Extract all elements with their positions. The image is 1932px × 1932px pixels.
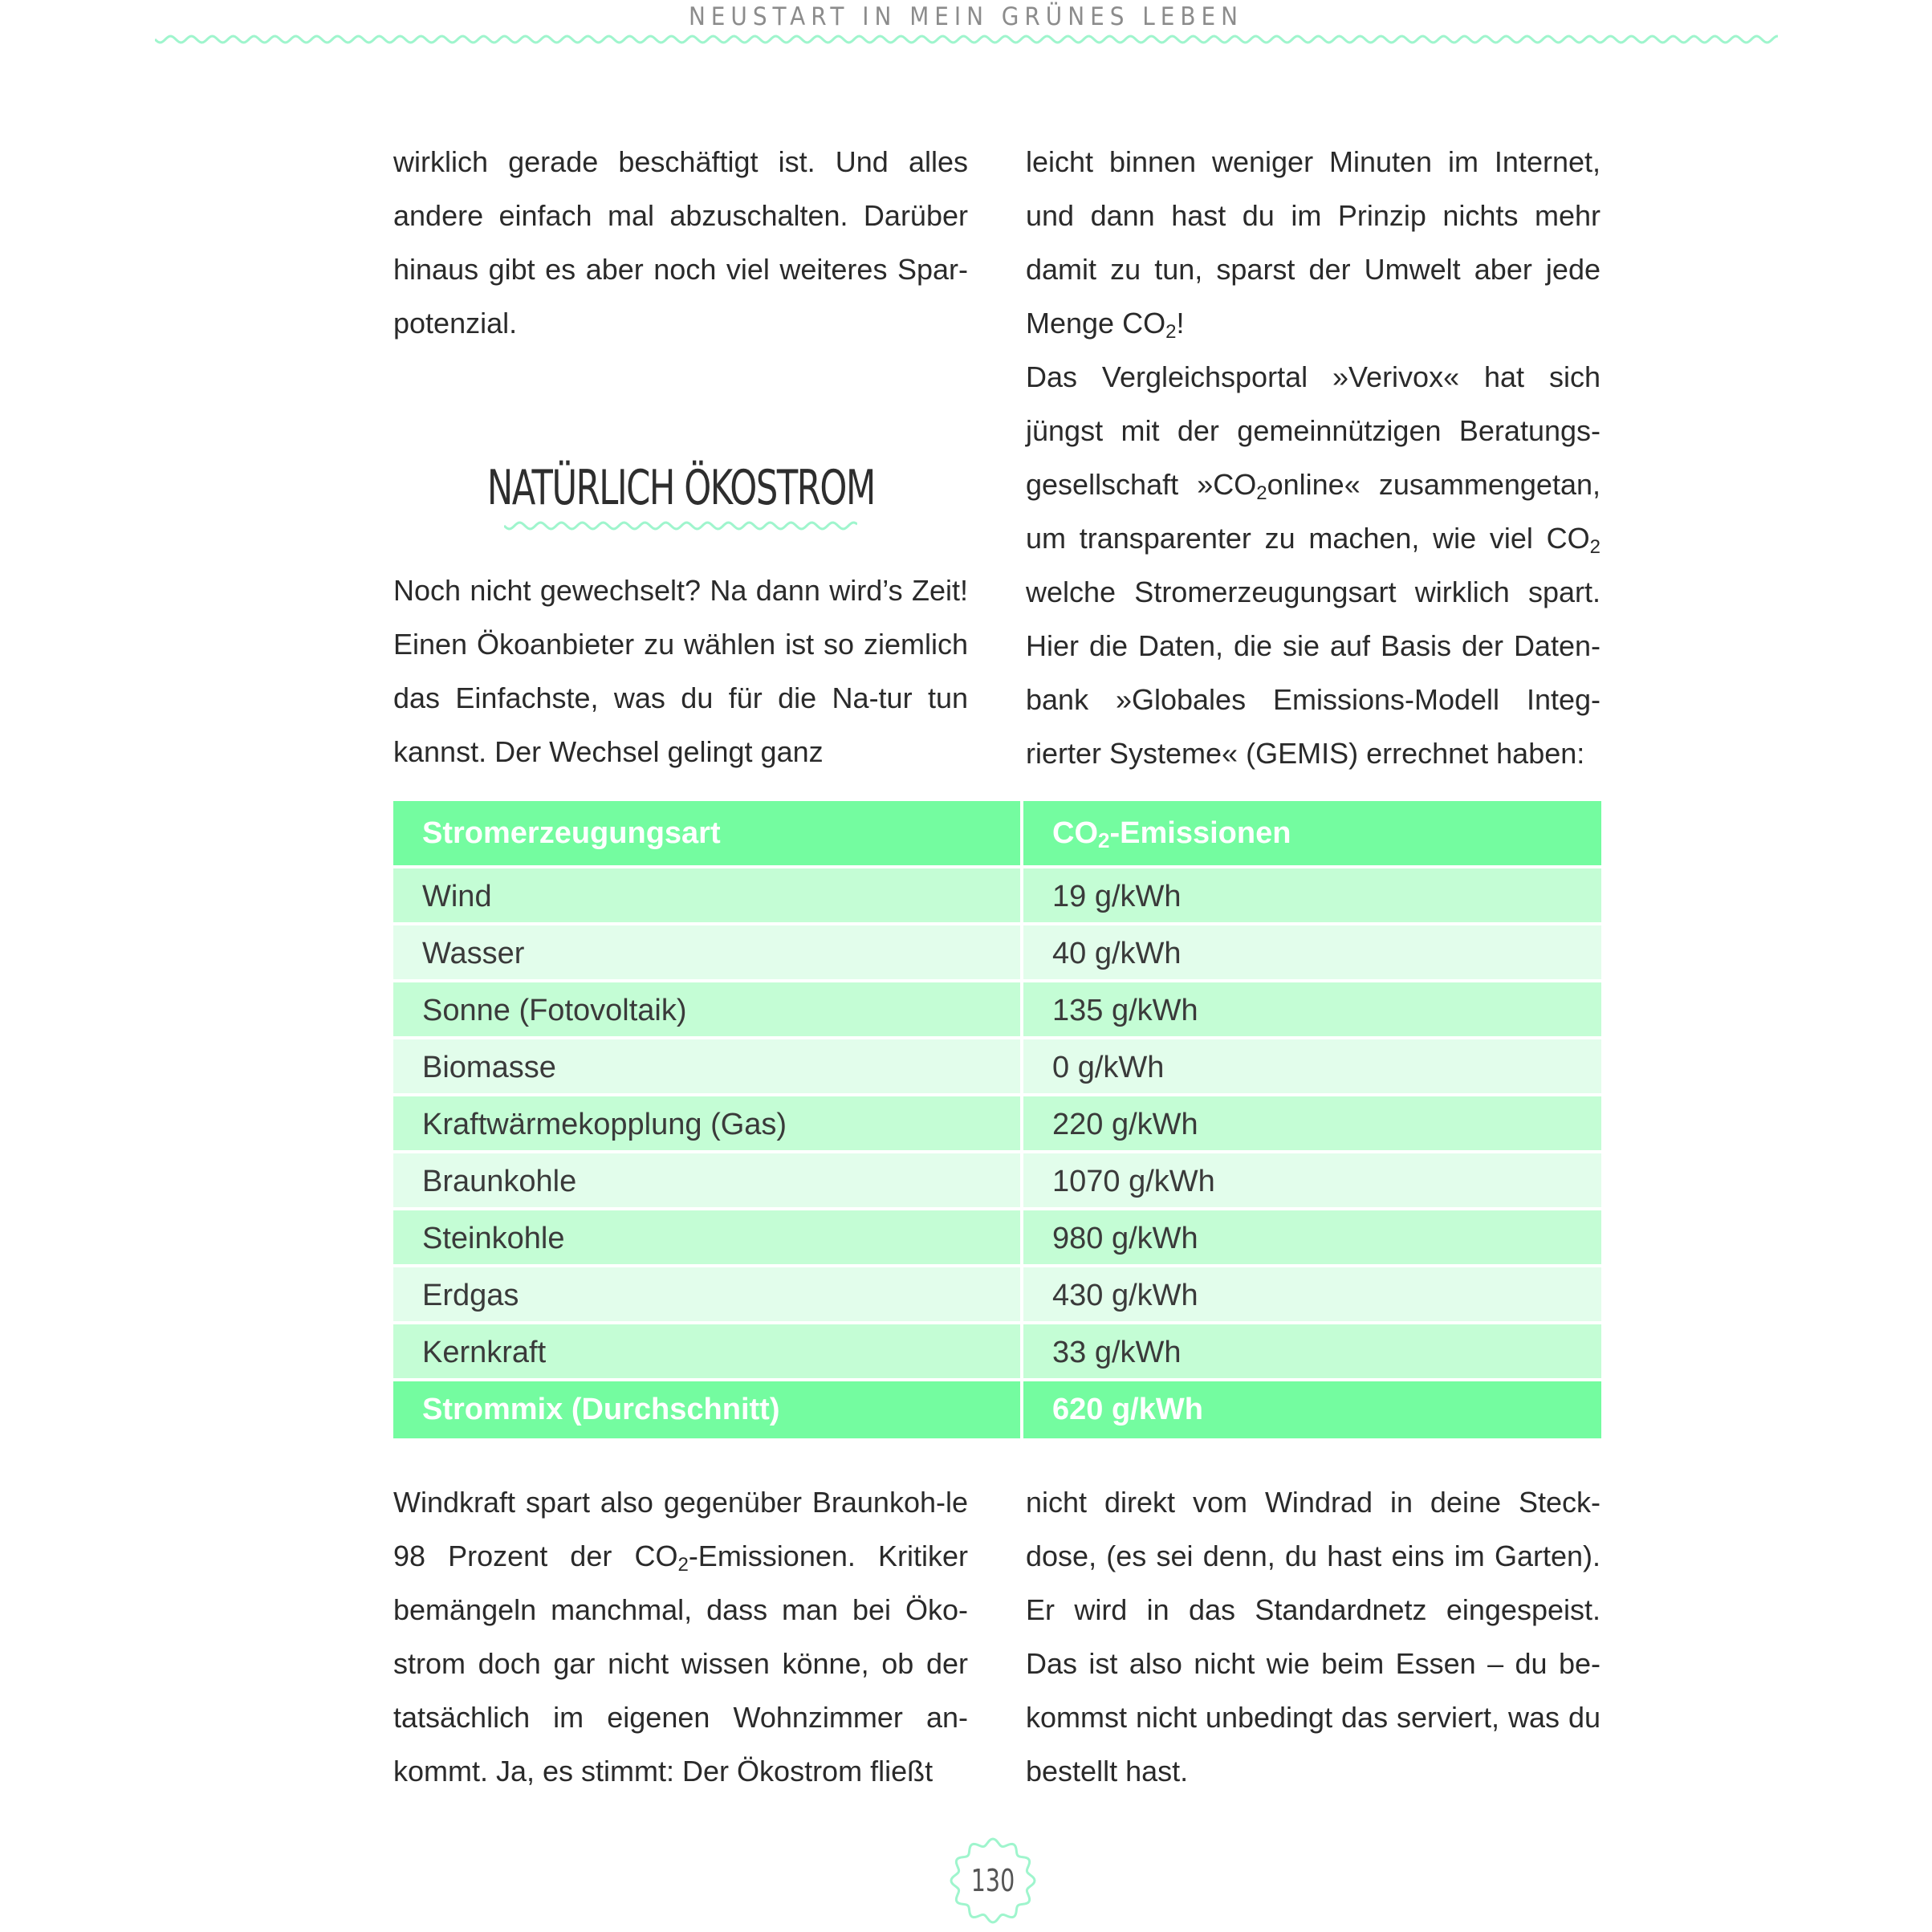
subscript: 2 [1165,321,1177,343]
table-row [393,1324,1601,1381]
text-column-bottom-right [1026,1475,1601,1798]
emissions-table [393,801,1601,1438]
table-cell: Kernkraft [393,1324,1023,1381]
table-header-cell [1023,801,1601,868]
section-heading-block [393,456,968,531]
page-number-badge [948,1836,1038,1926]
paragraph [1026,350,1601,780]
table-cell: 40 g/kWh [1023,925,1601,982]
text-span: -Emissionen. Kritiker bemängeln manchmal, dass man bei Öko-strom doch gar nicht wissen könne, ob der tatsächlich im eigenen Wohnzimmer an-kommt. Ja, es stimmt: Der Ökostrom fließt [393,1539,968,1788]
subscript: 2 [1098,828,1110,852]
table-row [393,1267,1601,1324]
page-number: 130 [970,1863,1015,1898]
header-wave-divider [155,34,1778,45]
paragraph [393,1475,968,1798]
table-row [393,1210,1601,1267]
table-cell: Biomasse [393,1039,1023,1096]
table-row [393,1039,1601,1096]
table-cell: Sonne (Fotovoltaik) [393,982,1023,1039]
table-cell: Kraftwärmekopplung (Gas) [393,1096,1023,1153]
table-row [393,1096,1601,1153]
table-cell: Wasser [393,925,1023,982]
table-cell: Erdgas [393,1267,1023,1324]
table-cell: 980 g/kWh [1023,1210,1601,1267]
paragraph: wirklich gerade beschäftigt ist. Und alles andere einfach mal abzuschalten. Darüber hinaus gibt es aber noch viel weiteres Spar-potenzial. [393,145,968,340]
table-row [393,925,1601,982]
table-cell: 135 g/kWh [1023,982,1601,1039]
table-cell: 220 g/kWh [1023,1096,1601,1153]
subscript: 2 [677,1554,689,1576]
table-row [393,982,1601,1039]
running-header: NEUSTART IN MEIN GRÜNES LEBEN [688,2,1244,31]
table-cell: 19 g/kWh [1023,868,1601,925]
table-row [393,1153,1601,1210]
text-column-top-right [1026,135,1601,780]
table-cell: Braunkohle [393,1153,1023,1210]
heading-wave-underline [504,520,857,531]
table-cell: 0 g/kWh [1023,1039,1601,1096]
table-row [393,868,1601,925]
text-span: -Emissionen [1109,816,1291,850]
table-cell: Steinkohle [393,1210,1023,1267]
text-span: online« zusammengetan, um transparenter zu machen, wie viel CO [1026,468,1601,555]
table-footer-row [393,1381,1601,1438]
subscript: 2 [1589,536,1601,558]
table-cell: 430 g/kWh [1023,1267,1601,1324]
table-cell: 1070 g/kWh [1023,1153,1601,1210]
table-header-row [393,801,1601,868]
text-column-bottom-left [393,1475,968,1798]
text-span: welche Stromerzeugungsart wirklich spart. Hier die Daten, die sie auf Basis der Daten-bank »Globales Emissions-Modell Integ-rierter Systeme« (GEMIS) errechnet haben: [1026,576,1601,770]
text-column-top-left [393,135,968,350]
table-cell: 33 g/kWh [1023,1324,1601,1381]
text-span: CO [1052,816,1098,850]
subscript: 2 [1256,482,1267,504]
text-span: leicht binnen weniger Minuten im Internet, und dann hast du im Prinzip nichts mehr damit zu tun, sparst der Umwelt aber jede Menge CO [1026,145,1601,340]
text-span: Das Vergleichsportal »Verivox« hat sich jüngst mit der gemeinnützigen Beratungs-gesellschaft »CO [1026,360,1601,501]
text-column-mid-left [393,563,968,779]
paragraph: nicht direkt vom Windrad in deine Steck-dose, (es sei denn, du hast eins im Garten). Er wird in das Standardnetz eingespeist. Das ist also nicht wie beim Essen – du be-kommst nicht unbedingt das serviert, was du bestellt hast. [1026,1486,1601,1788]
section-heading: NATÜRLICH ÖKOSTROM [486,460,875,516]
table-cell: Wind [393,868,1023,925]
table-footer-cell: Strommix (Durchschnitt) [393,1381,1023,1438]
text-span: ! [1176,307,1185,340]
table-header-cell: Stromerzeugungsart [393,801,1023,868]
paragraph: Noch nicht gewechselt? Na dann wird’s Zeit! Einen Ökoanbieter zu wählen ist so ziemlich das Einfachste, was du für die Na-tur tun kannst. Der Wechsel gelingt ganz [393,574,968,768]
text-span: Windkraft spart also gegenüber Braunkoh-le 98 Prozent der CO [393,1486,968,1572]
paragraph [1026,135,1601,350]
table-footer-cell: 620 g/kWh [1023,1381,1601,1438]
